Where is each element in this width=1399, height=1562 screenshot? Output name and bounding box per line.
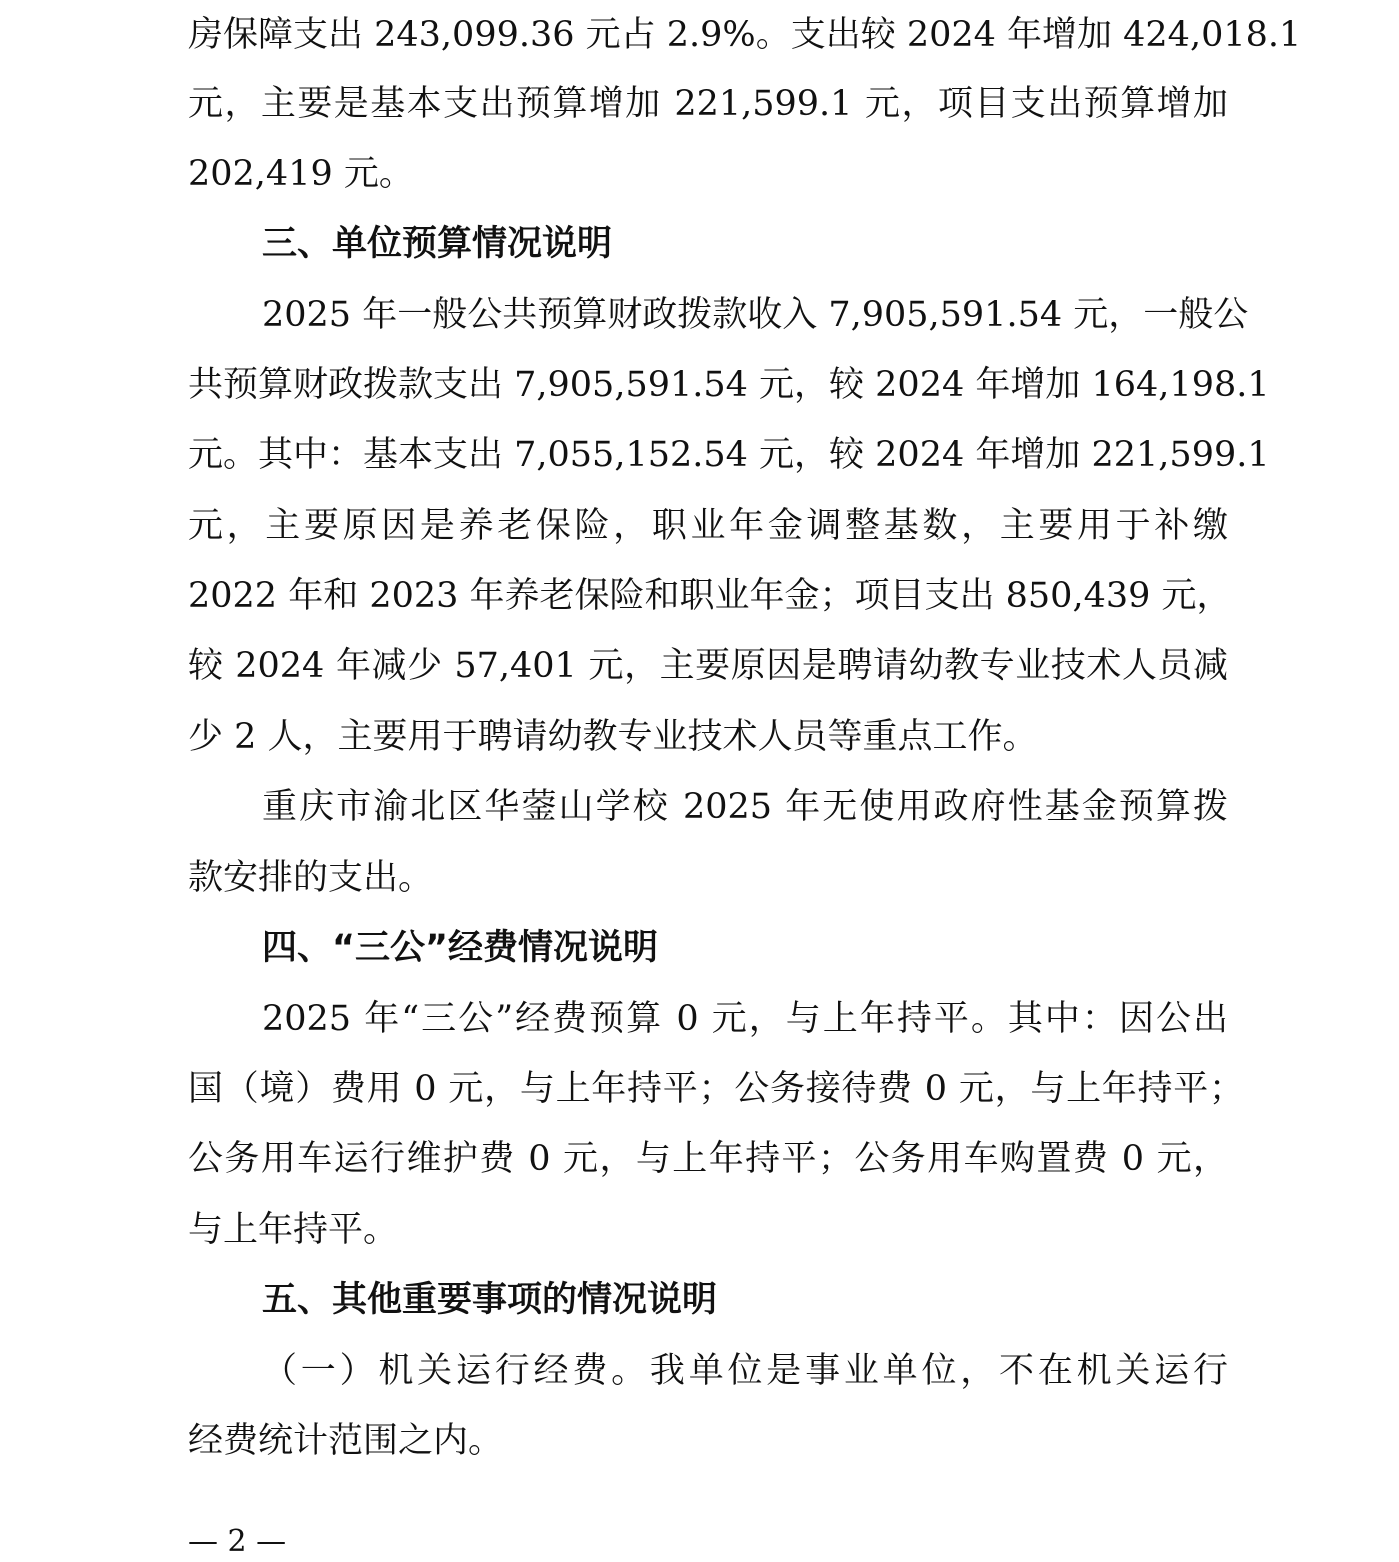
paragraph-line: 少 2 人，主要用于聘请幼教专业技术人员等重点工作。 xyxy=(188,717,1038,757)
paragraph-line: 元，主要原因是养老保险，职业年金调整基数，主要用于补缴 xyxy=(188,506,1228,546)
paragraph-line: 重庆市渝北区华蓥山学校 2025 年无使用政府性基金预算拨 xyxy=(262,787,1228,827)
paragraph-line: 共预算财政拨款支出 7,905,591.54 元，较 2024 年增加 164,198.1 xyxy=(188,365,1270,405)
paragraph-line: 元。其中：基本支出 7,055,152.54 元，较 2024 年增加 221,599.1 xyxy=(188,435,1270,475)
paragraph-line: 元，主要是基本支出预算增加 221,599.1 元，项目支出预算增加 xyxy=(188,84,1228,124)
paragraph-line: 202,419 元。 xyxy=(188,154,414,194)
paragraph-line: 较 2024 年减少 57,401 元，主要原因是聘请幼教专业技术人员减 xyxy=(188,646,1228,686)
paragraph-line: 国（境）费用 0 元，与上年持平；公务接待费 0 元，与上年持平； xyxy=(188,1069,1244,1109)
paragraph-line: 2022 年和 2023 年养老保险和职业年金；项目支出 850,439 元， xyxy=(188,576,1232,616)
page-number: — 2 — xyxy=(188,1524,287,1559)
section-heading: 五、其他重要事项的情况说明 xyxy=(262,1280,718,1320)
paragraph-line: 房保障支出 243,099.36 元占 2.9%。支出较 2024 年增加 424,018.1 xyxy=(188,15,1302,55)
paragraph-line: 2025 年“三公”经费预算 0 元，与上年持平。其中：因公出 xyxy=(262,999,1228,1039)
paragraph-line: 经费统计范围之内。 xyxy=(188,1421,504,1461)
paragraph-line: 2025 年一般公共预算财政拨款收入 7,905,591.54 元，一般公 xyxy=(262,295,1249,335)
paragraph-line: 公务用车运行维护费 0 元，与上年持平；公务用车购置费 0 元， xyxy=(188,1139,1228,1179)
section-heading: 四、“三公”经费情况说明 xyxy=(262,928,659,968)
paragraph-line: 款安排的支出。 xyxy=(188,858,434,898)
paragraph-line: 与上年持平。 xyxy=(188,1210,399,1250)
paragraph-line: （一）机关运行经费。我单位是事业单位，不在机关运行 xyxy=(262,1351,1228,1391)
section-heading: 三、单位预算情况说明 xyxy=(262,224,613,264)
